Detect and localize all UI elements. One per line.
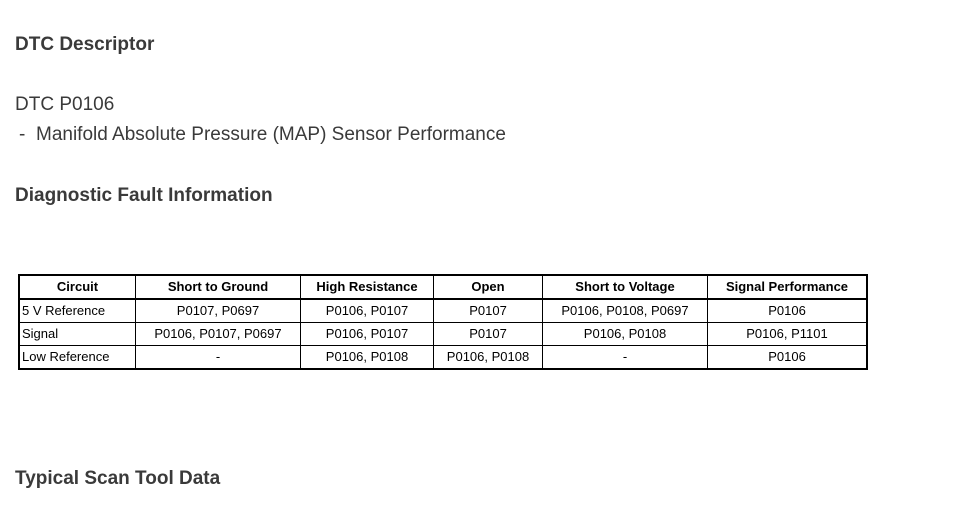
table-cell: 5 V Reference [19,299,136,323]
table-row [19,299,867,323]
table-row [19,323,867,346]
table-cell: P0107 [434,299,543,323]
table-cell: P0106 [708,346,868,370]
table-cell: P0106, P0107 [301,323,434,346]
scan-tool-data-heading: Typical Scan Tool Data [15,468,221,489]
header-high-resistance: High Resistance [301,275,434,299]
table-cell: P0106, P0108 [301,346,434,370]
dtc-description-line [19,123,506,147]
table-cell: P0106, P0107 [301,299,434,323]
table-cell: P0106, P1101 [708,323,868,346]
table-cell: P0107 [434,323,543,346]
table-cell: P0106, P0107, P0697 [136,323,301,346]
table-cell: P0106, P0108, P0697 [543,299,708,323]
header-open: Open [434,275,543,299]
table-cell: - [543,346,708,370]
dtc-code: DTC P0106 [15,94,115,115]
table-cell: Low Reference [19,346,136,370]
fault-table [18,274,868,370]
description-dash: - [19,124,26,145]
header-short-to-ground: Short to Ground [136,275,301,299]
dtc-descriptor-heading: DTC Descriptor [15,34,155,55]
table-row [19,346,867,370]
table-header-row [19,275,867,299]
header-circuit: Circuit [19,275,136,299]
dtc-description: Manifold Absolute Pressure (MAP) Sensor Performance [36,124,506,145]
table-cell: - [136,346,301,370]
table-cell: P0107, P0697 [136,299,301,323]
header-short-to-voltage: Short to Voltage [543,275,708,299]
table-cell: P0106, P0108 [543,323,708,346]
diagnostic-fault-heading: Diagnostic Fault Information [15,185,273,206]
table-cell: P0106, P0108 [434,346,543,370]
table-cell: Signal [19,323,136,346]
table-cell: P0106 [708,299,868,323]
header-signal-performance: Signal Performance [708,275,868,299]
